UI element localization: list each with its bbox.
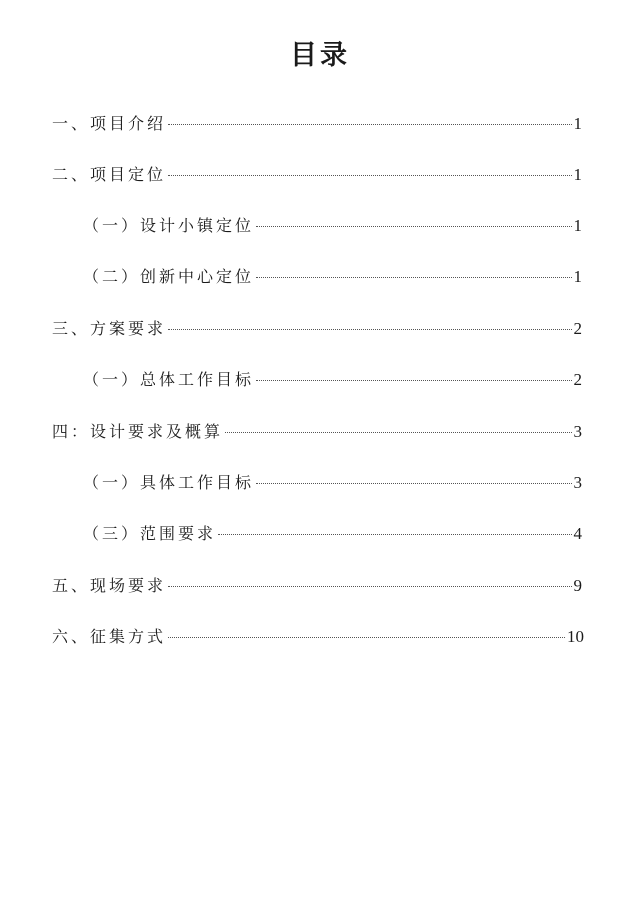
toc-entry-label: （一）设计小镇定位 [83,216,255,235]
dot-leader [256,380,571,381]
toc-page-number: 2 [573,370,582,389]
toc-entry[interactable] [52,163,582,187]
toc-page-number: 1 [573,165,582,184]
dot-leader [168,124,571,125]
toc-entry[interactable] [83,522,582,546]
toc-entry-label: （一）具体工作目标 [83,473,255,492]
toc-page-number: 1 [573,216,582,235]
toc-page-number: 1 [573,114,582,133]
dot-leader [225,432,571,433]
dot-leader [168,175,571,176]
toc-page-number: 1 [573,267,582,286]
toc-entry[interactable] [52,625,584,649]
toc-page-number: 3 [573,473,582,492]
dot-leader [256,483,571,484]
dot-leader [168,329,571,330]
toc-entry-label: （一）总体工作目标 [83,370,255,389]
dot-leader [168,637,565,638]
toc-entry-label: （二）创新中心定位 [83,267,255,286]
toc-entry-label: 四：设计要求及概算 [52,422,224,441]
toc-page-number: 10 [567,627,584,646]
toc-entry-label: 三、方案要求 [52,319,167,338]
toc-entry-label: 五、现场要求 [52,576,167,595]
toc-entry-label: 一、项目介绍 [52,114,167,133]
dot-leader [256,226,571,227]
dot-leader [218,534,571,535]
toc-page-number: 2 [573,319,582,338]
dot-leader [168,586,571,587]
toc-entry-label: 二、项目定位 [52,165,167,184]
toc-entry[interactable] [52,112,582,136]
toc-entry-label: 六、征集方式 [52,627,167,646]
toc-page-number: 9 [573,576,582,595]
toc-entry[interactable] [83,265,582,289]
toc-entry[interactable] [83,471,582,495]
toc-entry[interactable] [52,574,582,598]
toc-entry-label: （三）范围要求 [83,524,217,543]
toc-entry[interactable] [52,420,582,444]
toc-title: 目录 [290,40,350,71]
toc-entry[interactable] [52,317,582,341]
toc-entry[interactable] [83,214,582,238]
dot-leader [256,277,571,278]
toc-entry[interactable] [83,368,582,392]
toc-page-number: 3 [573,422,582,441]
toc-page-number: 4 [573,524,582,543]
